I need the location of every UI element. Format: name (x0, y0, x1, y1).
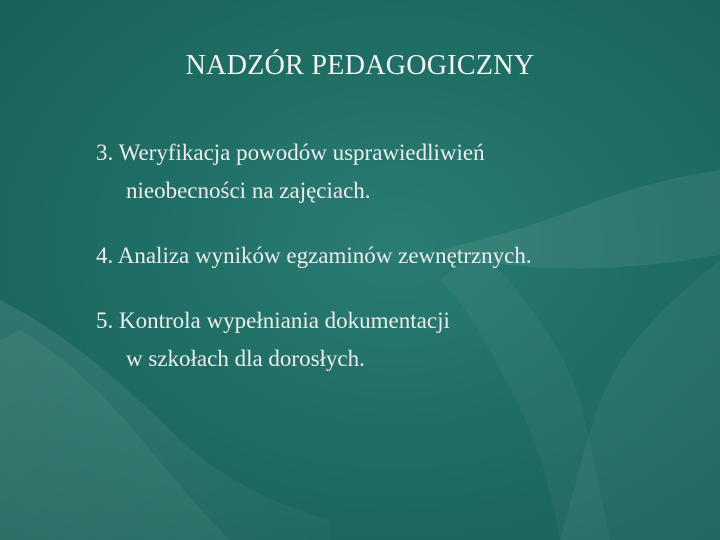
list-item (96, 302, 696, 378)
list-item-line: 4. Analiza wyników egzaminów zewnętrznych. (96, 243, 532, 268)
bullet-list (96, 134, 696, 378)
slide-title: NADZÓR PEDAGOGICZNY (185, 50, 535, 81)
list-item (96, 237, 696, 275)
list-item-continuation: nieobecności na zajęciach. (126, 178, 371, 203)
list-item-continuation: w szkołach dla dorosłych. (126, 346, 365, 371)
list-item (96, 134, 696, 210)
list-item-line: 5. Kontrola wypełniania dokumentacji (96, 308, 450, 333)
list-item-line: 3. Weryfikacja powodów usprawiedliwień (96, 140, 485, 165)
